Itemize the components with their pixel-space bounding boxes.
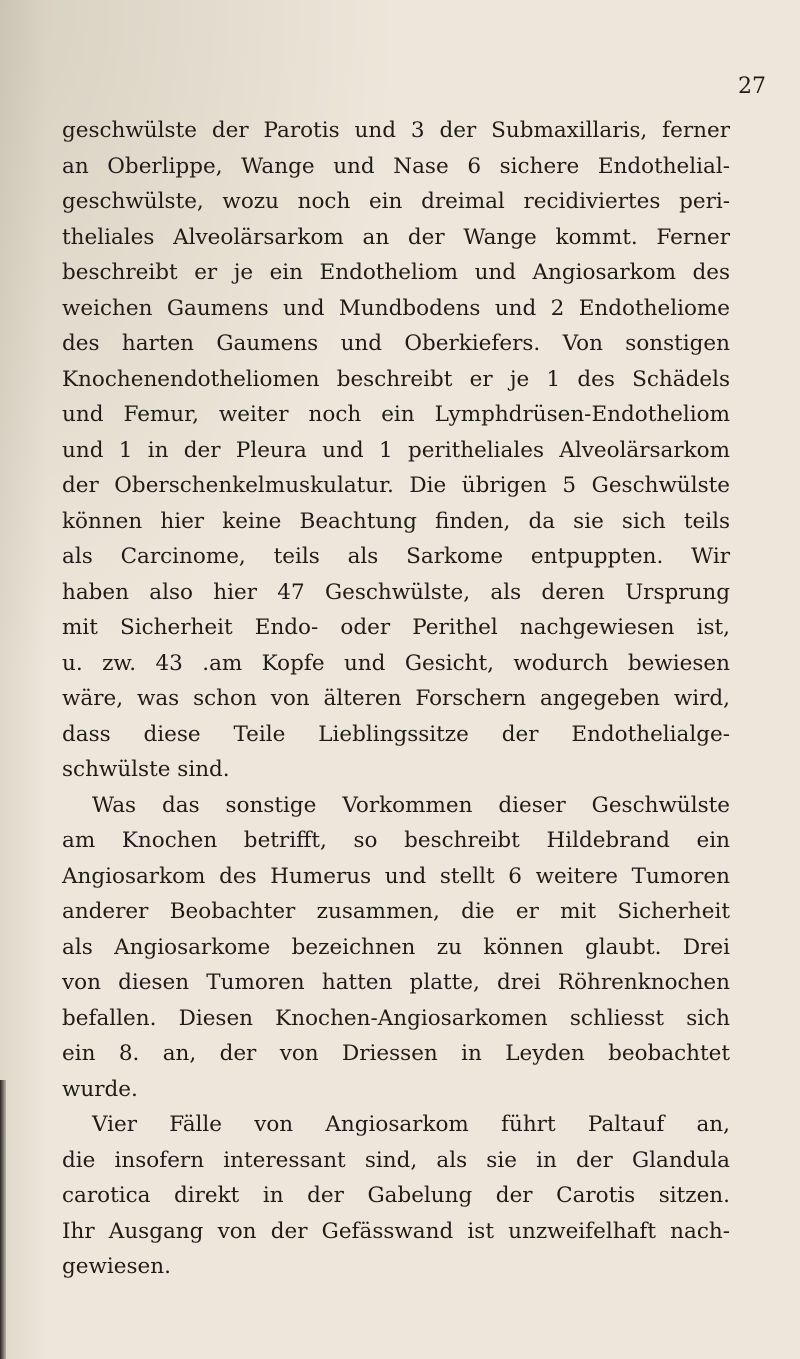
text-line: dass diese Teile Lieblingssitze der Endothelialge- xyxy=(62,721,730,747)
text-line: Ihr Ausgang von der Gefässwand ist unzweifelhaft nach- xyxy=(62,1218,730,1244)
text-line: des harten Gaumens und Oberkiefers. Von sonstigen xyxy=(62,331,730,356)
text-line: beschreibt er je ein Endotheliom und Angiosarkom des xyxy=(62,260,730,285)
text-line: ein 8. an, der von Driessen in Leyden beobachtet xyxy=(62,1041,730,1066)
page-edge-shadow xyxy=(0,1080,6,1359)
text-line: und 1 in der Pleura und 1 peritheliales Alveolärsarkom xyxy=(62,437,730,463)
text-line: Angiosarkom des Humerus und stellt 6 weitere Tumoren xyxy=(62,863,730,889)
text-line: befallen. Diesen Knochen-Angiosarkomen schliesst sich xyxy=(62,1005,730,1031)
text-line: wurde. xyxy=(62,1076,138,1102)
page-number: 27 xyxy=(738,74,766,99)
text-line: u. zw. 43 .am Kopfe und Gesicht, wodurch bewiesen xyxy=(62,650,730,676)
text-line: und Femur, weiter noch ein Lymphdrüsen-Endotheliom xyxy=(62,402,730,427)
text-line: an Oberlippe, Wange und Nase 6 sichere Endothelial- xyxy=(62,153,730,179)
text-line: haben also hier 47 Geschwülste, als deren Ursprung xyxy=(62,579,730,605)
paragraph-2 xyxy=(62,788,730,1108)
text-line: geschwülste, wozu noch ein dreimal recidiviertes peri- xyxy=(62,189,730,214)
text-line: von diesen Tumoren hatten platte, drei Röhrenknochen xyxy=(62,970,730,995)
text-line: als Angiosarkome bezeichnen zu können glaubt. Drei xyxy=(62,934,730,960)
text-line: theliales Alveolärsarkom an der Wange kommt. Ferner xyxy=(62,224,730,250)
text-line: mit Sicherheit Endo- oder Perithel nachgewiesen ist, xyxy=(62,615,730,640)
text-line: Knochenendotheliomen beschreibt er je 1 des Schädels xyxy=(62,366,730,392)
text-line: anderer Beobachter zusammen, die er mit Sicherheit xyxy=(62,899,730,924)
text-line: gewiesen. xyxy=(62,1254,171,1279)
text-line: carotica direkt in der Gabelung der Carotis sitzen. xyxy=(62,1183,730,1208)
text-line: die insofern interessant sind, als sie in der Glandula xyxy=(62,1147,730,1173)
text-line: weichen Gaumens und Mundbodens und 2 Endotheliome xyxy=(62,295,730,321)
paragraph-3 xyxy=(62,1107,730,1285)
text-line: können hier keine Beachtung finden, da sie sich teils xyxy=(62,508,730,534)
text-line: Was das sonstige Vorkommen dieser Geschwülste xyxy=(92,792,730,818)
body-text xyxy=(62,113,730,1285)
text-line: der Oberschenkelmuskulatur. Die übrigen 5 Geschwülste xyxy=(62,473,730,498)
text-line: am Knochen betrifft, so beschreibt Hildebrand ein xyxy=(62,828,730,853)
paragraph-1 xyxy=(62,113,730,788)
text-line: wäre, was schon von älteren Forschern angegeben wird, xyxy=(62,686,730,711)
text-line: Vier Fälle von Angiosarkom führt Paltauf an, xyxy=(92,1112,730,1137)
text-line: schwülste sind. xyxy=(62,757,230,782)
text-line: als Carcinome, teils als Sarkome entpuppten. Wir xyxy=(62,544,730,569)
text-line: geschwülste der Parotis und 3 der Submaxillaris, ferner xyxy=(62,118,730,143)
